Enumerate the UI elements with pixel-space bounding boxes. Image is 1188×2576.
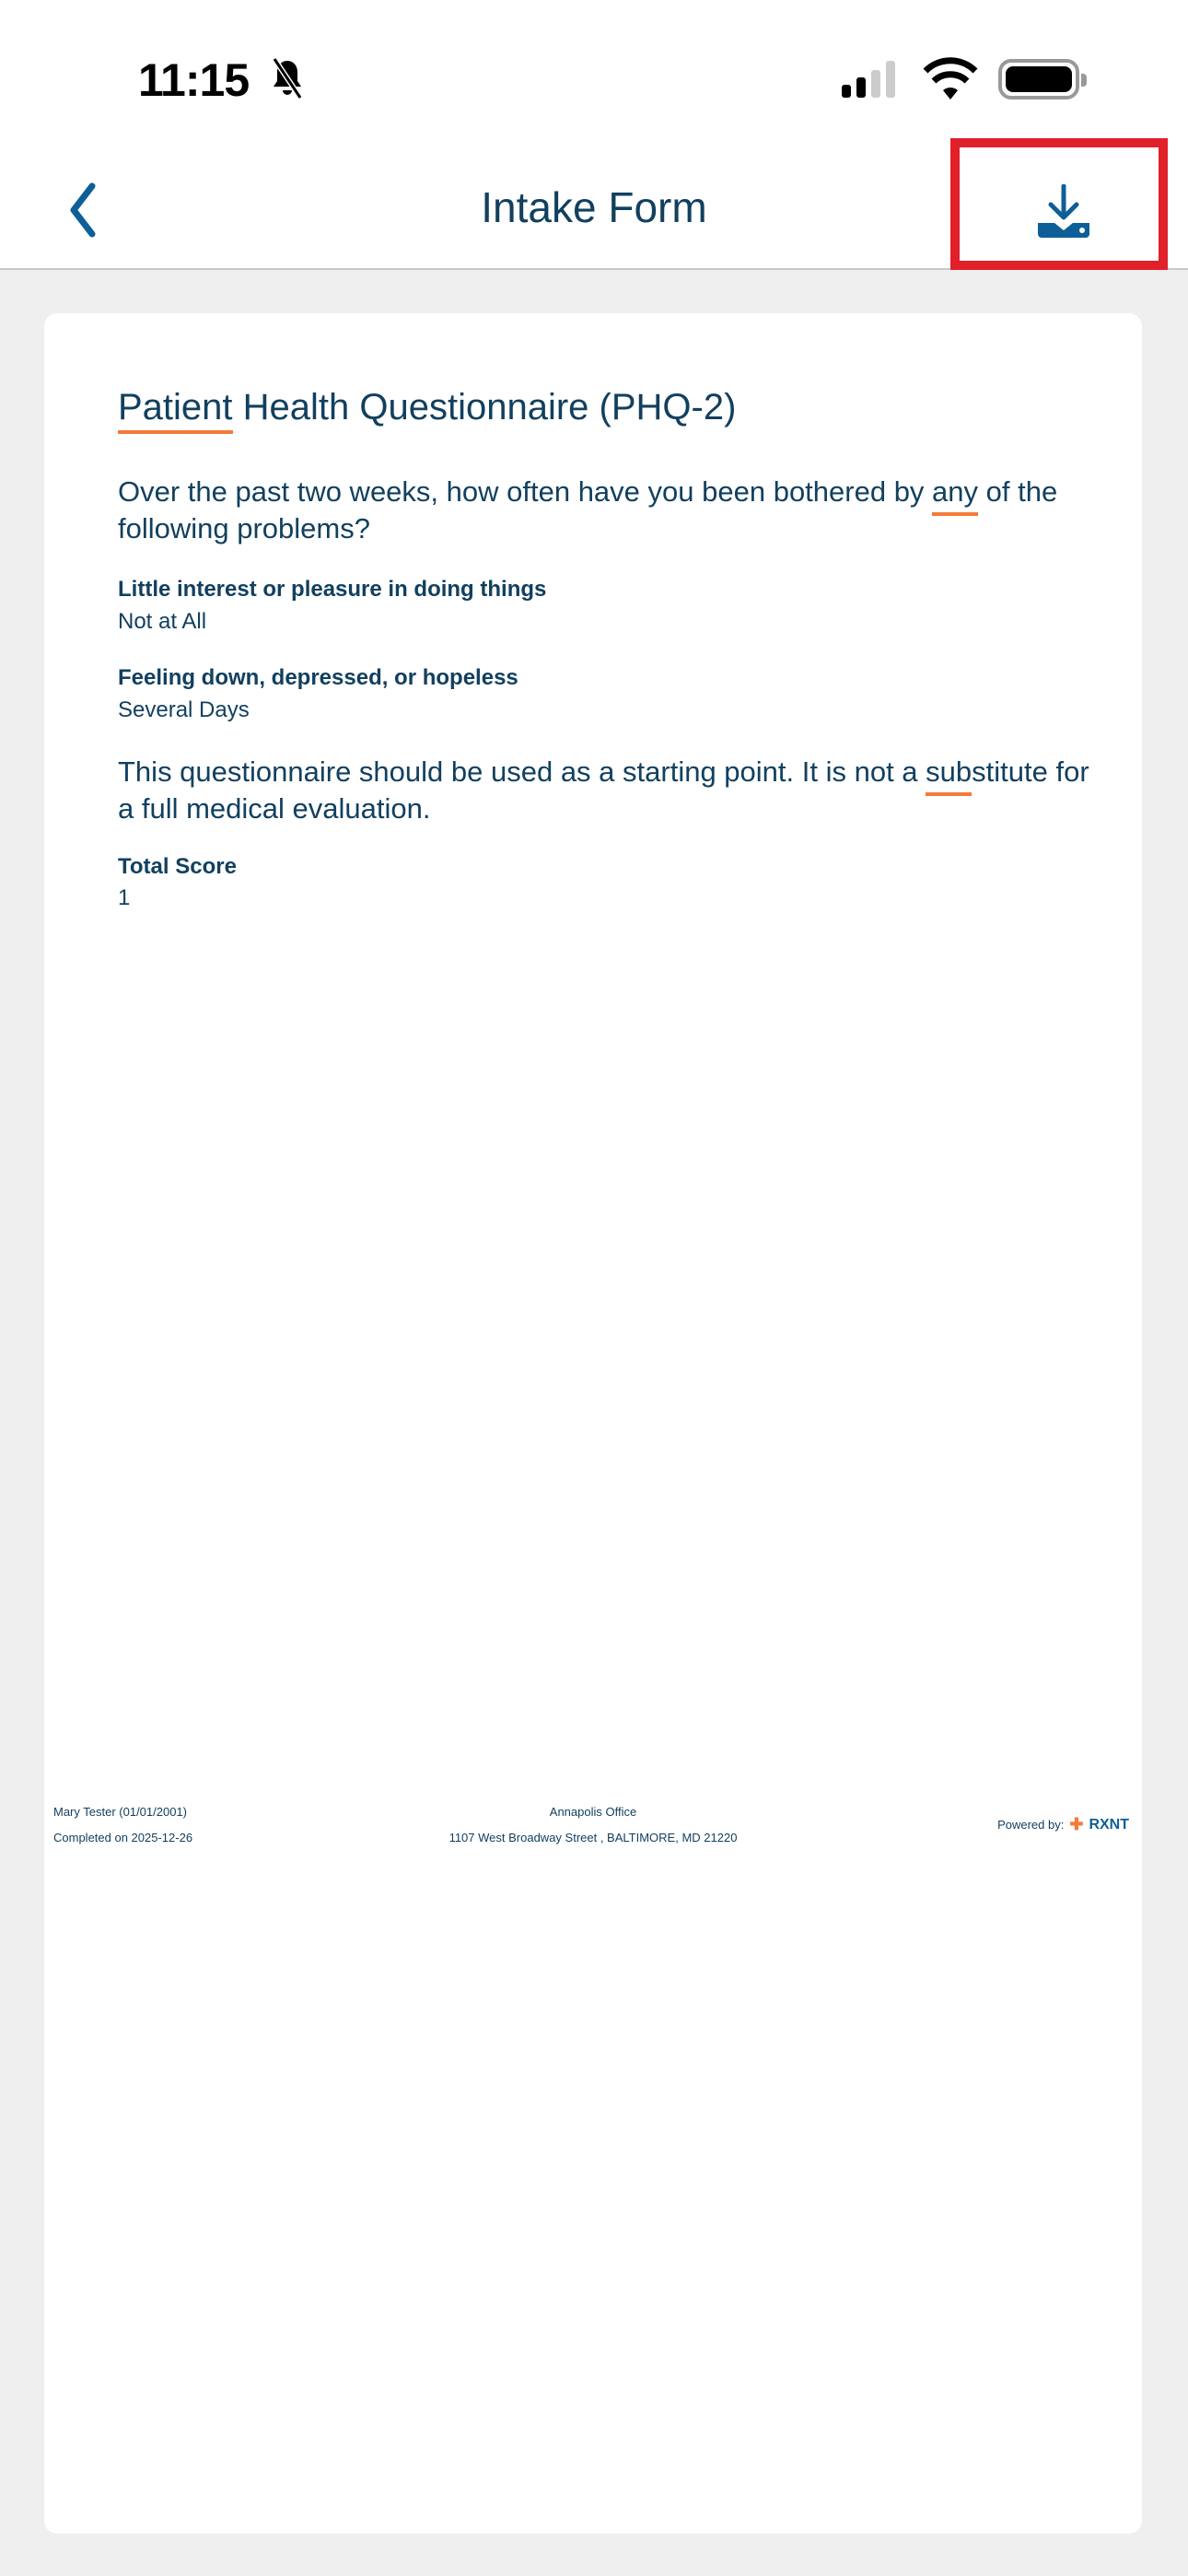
footer-completed: Completed on 2025-12-26 [53,1831,193,1844]
form-title-first-word: Patient [118,387,233,427]
status-bar [0,0,1188,138]
wifi-icon [923,57,978,101]
question-underlined: any [932,474,978,510]
disclaimer-part: stitute for a full medical evaluation. [118,755,1089,825]
form-title-rest: Health Questionnaire (PHQ-2) [232,387,737,427]
silent-bell-icon [269,57,306,100]
battery-icon [998,59,1079,100]
download-icon [1036,184,1091,240]
total-score-label: Total Score [118,854,237,879]
disclaimer-text [118,754,1094,827]
question-text [118,474,1094,547]
form-document [44,313,1142,2534]
disclaimer-underlined: sub [926,754,972,790]
powered-by-label: Powered by: [997,1818,1065,1832]
item-value: Not at All [118,609,207,634]
disclaimer-part: This questionnaire should be used as a starting point. It is not a [118,755,926,788]
item-value: Several Days [118,697,250,722]
footer-powered-by [997,1815,1129,1834]
item-label: Little interest or pleasure in doing things [118,577,547,602]
rxnt-logo: RXNT [1089,1816,1129,1832]
total-score-value: 1 [118,885,131,910]
rxnt-cross-icon: ✚ [1069,1815,1084,1833]
footer-address: 1107 West Broadway Street , BALTIMORE, MD 21220 [448,1831,738,1844]
page-title: Intake Form [481,183,707,231]
footer-office: Annapolis Office [549,1805,637,1819]
status-time: 11:15 [138,54,250,106]
question-part: Over the past two weeks, how often have you been bothered by [118,475,933,508]
footer-patient: Mary Tester (01/01/2001) [53,1805,187,1819]
item-label: Feeling down, depressed, or hopeless [118,665,518,690]
form-title [118,387,736,428]
question-part: of the following problems? [118,475,1058,544]
download-button[interactable] [950,138,1168,270]
nav-header [0,138,1188,270]
cellular-signal-icon [842,61,895,98]
